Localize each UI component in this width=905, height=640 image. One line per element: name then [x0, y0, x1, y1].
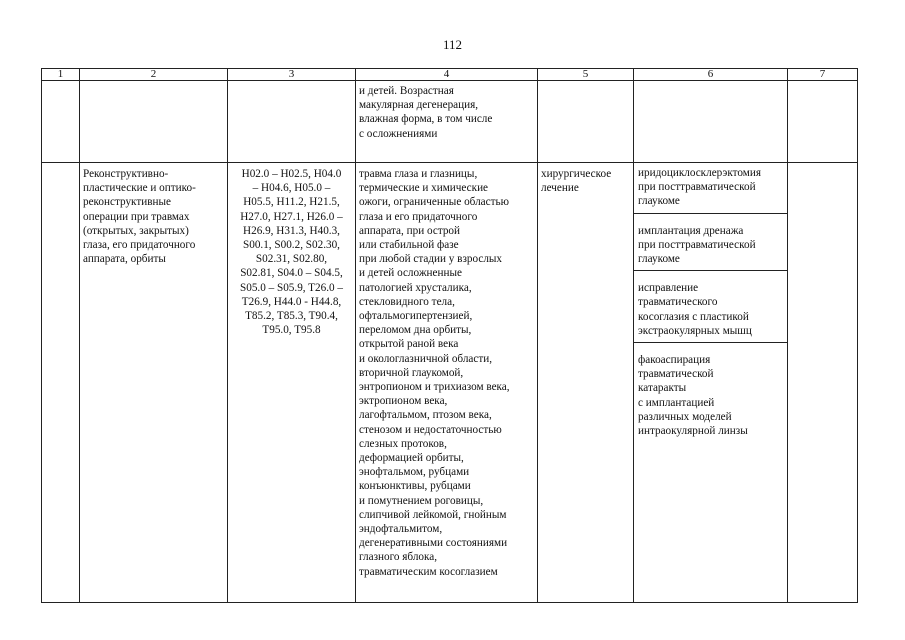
text-line: глазного яблока,	[359, 551, 438, 564]
procedure-name-cell	[80, 163, 228, 603]
page-number: 112	[442, 37, 463, 52]
continuation-row	[42, 81, 858, 163]
text-line: стекловидного тела,	[359, 295, 455, 308]
cell-empty	[42, 81, 80, 163]
text-line: травматической	[638, 368, 714, 381]
text-line: H27.0, H27.1, H26.0 –	[240, 210, 343, 223]
treatment-methods-list	[634, 166, 787, 442]
cell-empty	[788, 163, 858, 603]
text-line: глаукоме	[638, 195, 680, 208]
text-line: лагофтальмом, птозом века,	[359, 409, 492, 422]
text-line: термические и химические	[359, 182, 489, 195]
cell-empty	[228, 81, 356, 163]
text-line: ожоги, ограниченные областью	[359, 196, 509, 209]
text-line: при любой стадии у взрослых	[359, 253, 503, 266]
text-line: слипчивой лейкомой, гнойным	[359, 508, 507, 521]
cell-empty	[788, 81, 858, 163]
text-line: интраокулярной линзы	[638, 425, 748, 438]
text-line: иридоциклосклерэктомия	[638, 167, 761, 179]
icd-codes-cell	[228, 163, 356, 603]
text-line: S05.0 – S05.9, T26.0 –	[240, 281, 343, 294]
text-line: влажная форма, в том числе	[359, 113, 493, 126]
text-line: при посттравматической	[638, 181, 756, 194]
text-line: глаза и его придаточного	[359, 210, 478, 223]
column-number-6: 6	[634, 69, 788, 81]
text-line: с имплантацией	[638, 396, 715, 409]
text-line: открытой раной века	[359, 338, 459, 351]
text-line: и помутнением роговицы,	[359, 494, 484, 507]
text-line: реконструктивные	[83, 196, 171, 209]
text-line: стенозом и недостаточностью	[359, 423, 502, 436]
text-line: S02.81, S04.0 – S04.5,	[240, 267, 343, 280]
treatment-methods-cell	[634, 163, 788, 603]
treatment-method	[634, 166, 787, 214]
text-line: переломом дна орбиты,	[359, 324, 472, 337]
column-number-4: 4	[356, 69, 538, 81]
text-line: энофтальмом, рубцами	[359, 466, 470, 479]
procedure-row	[42, 163, 858, 603]
text-line: и окологлазничной области,	[359, 352, 493, 365]
text-line: энтропионом и трихиазом века,	[359, 381, 510, 394]
text-line: (открытых, закрытых)	[83, 224, 189, 237]
column-number-3: 3	[228, 69, 356, 81]
text-line: травма глаза и глазницы,	[359, 168, 478, 180]
text-line: аппарата, орбиты	[83, 253, 166, 266]
text-line: дегенеративными состояниями	[359, 537, 508, 550]
column-number-2: 2	[80, 69, 228, 81]
text-line: травматического	[638, 296, 718, 309]
text-line: T85.2, T85.3, T90.4,	[245, 310, 338, 323]
text-line: эктропионом века,	[359, 395, 448, 408]
text-line: травматическим косоглазием	[359, 565, 498, 578]
treatment-method	[634, 343, 787, 442]
text-line: лечение	[541, 182, 579, 195]
text-line: H02.0 – H02.5, H04.0	[241, 168, 342, 180]
text-line: вторичной глаукомой,	[359, 366, 464, 379]
cell-empty	[634, 81, 788, 163]
text-line: глаукоме	[638, 253, 680, 266]
text-line: косоглазия с пластикой	[638, 310, 749, 323]
text-line: эндофтальмитом,	[359, 523, 443, 536]
text-line: конъюнктивы, рубцами	[359, 480, 471, 493]
continued-disease-cell	[356, 81, 538, 163]
text-line: исправление	[638, 282, 699, 295]
column-number-7: 7	[788, 69, 858, 81]
text-line: H05.5, H11.2, H21.5,	[243, 196, 340, 209]
cell-empty	[538, 81, 634, 163]
text-line: операции при травмах	[83, 210, 190, 223]
text-line: и детей осложненные	[359, 267, 462, 280]
disease-description-cell	[356, 163, 538, 603]
text-line: имплантация дренажа	[638, 224, 744, 237]
text-line: или стабильной фазе	[359, 239, 459, 252]
text-line: факоаспирация	[638, 354, 711, 367]
procedures-table	[41, 68, 858, 603]
text-line: различных моделей	[638, 410, 732, 423]
text-line: офтальмогипертензией,	[359, 310, 473, 323]
text-line: H26.9, H31.3, H40.3,	[243, 224, 340, 237]
text-line: T95.0, T95.8	[262, 324, 321, 337]
text-line: при посттравматической	[638, 238, 756, 251]
text-line: глаза, его придаточного	[83, 239, 196, 252]
column-number-row	[42, 69, 858, 81]
treatment-type-cell	[538, 163, 634, 603]
text-line: и детей. Возрастная	[359, 85, 454, 97]
cell-empty	[80, 81, 228, 163]
text-line: – H04.6, H05.0 –	[252, 182, 331, 195]
treatment-method	[634, 214, 787, 272]
text-line: патологией хрусталика,	[359, 281, 472, 294]
text-line: хирургическое	[541, 168, 612, 180]
text-line: T26.9, H44.0 - H44.8,	[241, 295, 342, 308]
column-number-5: 5	[538, 69, 634, 81]
text-line: с осложнениями	[359, 127, 438, 140]
column-number-1: 1	[42, 69, 80, 81]
text-line: слезных протоков,	[359, 437, 447, 450]
row-index-cell	[42, 163, 80, 603]
text-line: Реконструктивно-	[83, 168, 169, 180]
text-line: аппарата, при острой	[359, 224, 461, 237]
text-line: пластические и оптико-	[83, 182, 196, 195]
text-line: катаракты	[638, 382, 687, 395]
treatment-method	[634, 271, 787, 343]
text-line: экстраокулярных мышц	[638, 324, 752, 337]
text-line: S00.1, S00.2, S02.30,	[243, 239, 340, 252]
text-line: S02.31, S02.80,	[255, 253, 328, 266]
text-line: макулярная дегенерация,	[359, 99, 479, 112]
text-line: деформацией орбиты,	[359, 452, 464, 465]
